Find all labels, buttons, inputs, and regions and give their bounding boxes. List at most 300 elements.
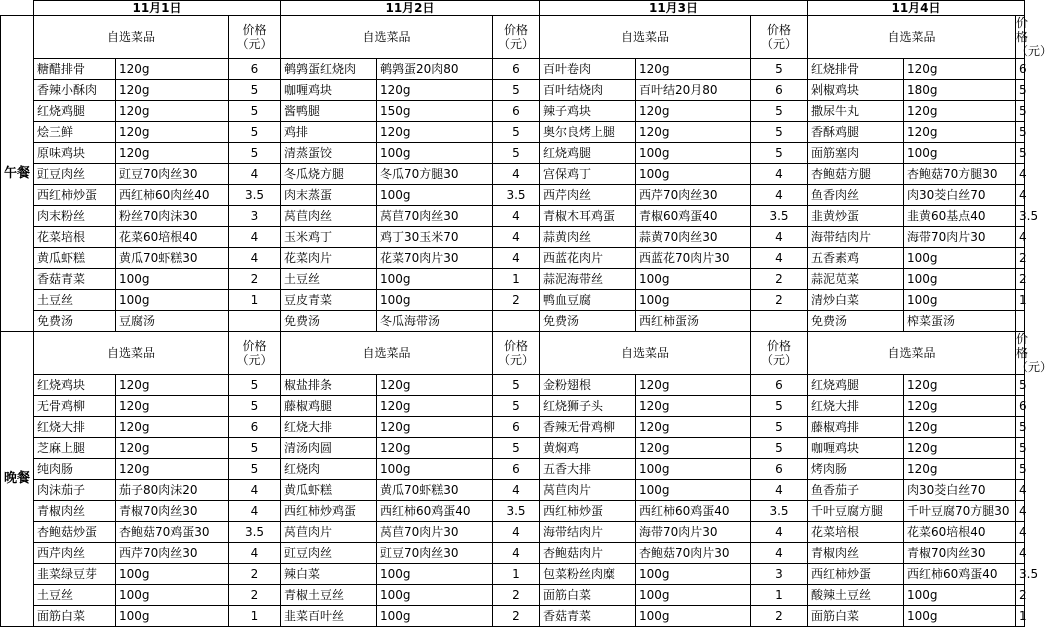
dish-price: 2	[229, 585, 281, 606]
dish-name: 蒜泥海带丝	[540, 269, 636, 290]
dish-portion: 100g	[904, 585, 1016, 606]
dish-price: 5	[751, 438, 808, 459]
soup-row	[1, 311, 1025, 332]
date-header: 11月2日	[281, 1, 540, 16]
price-header	[1016, 16, 1052, 59]
column-header-row	[1, 332, 1025, 375]
dish-price: 3.5	[229, 185, 281, 206]
dish-portion: 韭黄60基点40	[904, 206, 1016, 227]
dish-name: 面筋白菜	[34, 606, 116, 627]
dish-price: 2	[1016, 269, 1025, 290]
dish-name: 西蓝花肉片	[540, 248, 636, 269]
dish-name: 杏鲍菇炒蛋	[34, 522, 116, 543]
dish-price: 5	[229, 396, 281, 417]
dish-portion: 莴苣70肉丝30	[377, 206, 493, 227]
dish-name: 肉末粉丝	[34, 206, 116, 227]
dish-price: 5	[493, 396, 540, 417]
dish-row	[1, 290, 1025, 311]
dish-name: 五香素鸡	[808, 248, 904, 269]
dish-name: 包菜粉丝肉糜	[540, 564, 636, 585]
dish-row	[1, 269, 1025, 290]
dish-portion: 120g	[377, 375, 493, 396]
dish-price: 4	[1016, 501, 1025, 522]
dish-header: 自选菜品	[281, 16, 493, 59]
dish-name: 红烧大排	[808, 396, 904, 417]
dish-name: 西红柿炒蛋	[34, 185, 116, 206]
dish-price: 5	[1016, 143, 1025, 164]
dish-portion: 120g	[116, 59, 229, 80]
price-header-unit: （元）	[760, 37, 797, 51]
dish-price: 5	[751, 143, 808, 164]
dish-name: 烤肉肠	[808, 459, 904, 480]
dish-portion: 西芹70肉丝30	[636, 185, 751, 206]
dish-portion: 120g	[377, 122, 493, 143]
dish-name: 撒尿牛丸	[808, 101, 904, 122]
dish-price: 6	[493, 417, 540, 438]
dish-portion: 150g	[377, 101, 493, 122]
dish-header: 自选菜品	[808, 332, 1016, 375]
price-header-label: 价格	[242, 339, 267, 353]
soup-price	[493, 311, 540, 332]
dish-name: 咖喱鸡块	[808, 438, 904, 459]
dish-price: 5	[1016, 101, 1025, 122]
soup-price	[1016, 311, 1025, 332]
dish-name: 莴苣肉片	[540, 480, 636, 501]
dish-portion: 100g	[636, 459, 751, 480]
dish-portion: 120g	[377, 438, 493, 459]
dish-portion: 120g	[116, 459, 229, 480]
dish-portion: 粉丝70肉沫30	[116, 206, 229, 227]
dish-name: 红烧鸡腿	[34, 101, 116, 122]
dish-name: 芝麻上腿	[34, 438, 116, 459]
dish-name: 面筋白菜	[540, 585, 636, 606]
dish-row	[1, 206, 1025, 227]
dish-name: 西红柿炒鸡蛋	[281, 501, 377, 522]
dish-price: 2	[751, 269, 808, 290]
dish-price: 6	[751, 80, 808, 101]
dish-row	[1, 438, 1025, 459]
dish-price: 4	[229, 227, 281, 248]
dish-name: 藤椒鸡排	[808, 417, 904, 438]
dish-portion: 豇豆70肉丝30	[377, 543, 493, 564]
dish-row	[1, 501, 1025, 522]
dish-name: 青椒木耳鸡蛋	[540, 206, 636, 227]
dish-name: 花菜培根	[808, 522, 904, 543]
dish-portion: 120g	[377, 80, 493, 101]
dish-portion: 100g	[636, 164, 751, 185]
dish-name: 青椒肉丝	[34, 501, 116, 522]
dish-portion: 100g	[636, 564, 751, 585]
dish-row	[1, 375, 1025, 396]
dish-portion: 100g	[116, 606, 229, 627]
dish-name: 冬瓜烧方腿	[281, 164, 377, 185]
dish-portion: 100g	[377, 290, 493, 311]
dish-price: 5	[229, 143, 281, 164]
dish-price: 5	[1016, 122, 1025, 143]
dish-header: 自选菜品	[540, 332, 751, 375]
dish-portion: 100g	[377, 269, 493, 290]
price-header	[229, 16, 281, 59]
dish-price: 6	[493, 101, 540, 122]
dish-price: 5	[751, 417, 808, 438]
dish-name: 宫保鸡丁	[540, 164, 636, 185]
dish-row	[1, 606, 1025, 627]
dish-name: 奥尔良烤上腿	[540, 122, 636, 143]
dish-price: 3	[229, 206, 281, 227]
dish-name: 花菜培根	[34, 227, 116, 248]
dish-price: 4	[493, 164, 540, 185]
dish-portion: 西红柿60鸡蛋40	[636, 501, 751, 522]
dish-name: 黄焖鸡	[540, 438, 636, 459]
dish-name: 纯肉肠	[34, 459, 116, 480]
dish-portion: 肉30茭白丝70	[904, 480, 1016, 501]
dish-portion: 120g	[116, 375, 229, 396]
dish-name: 花菜肉片	[281, 248, 377, 269]
dish-price: 1	[229, 290, 281, 311]
dish-name: 红烧鸡腿	[808, 375, 904, 396]
dish-price: 6	[751, 459, 808, 480]
dish-row	[1, 522, 1025, 543]
dish-name: 豇豆肉丝	[34, 164, 116, 185]
dish-price: 4	[1016, 543, 1025, 564]
dish-portion: 杏鲍菇70方腿30	[904, 164, 1016, 185]
dish-portion: 莴苣70肉片30	[377, 522, 493, 543]
dish-portion: 豇豆70肉丝30	[116, 164, 229, 185]
dish-portion: 120g	[636, 375, 751, 396]
dish-name: 辣子鸡块	[540, 101, 636, 122]
dish-portion: 鹌鹑蛋20肉80	[377, 59, 493, 80]
dish-name: 杏鲍菇肉片	[540, 543, 636, 564]
dish-price: 5	[751, 59, 808, 80]
dish-price: 5	[751, 396, 808, 417]
dish-portion: 花菜70肉片30	[377, 248, 493, 269]
dish-portion: 120g	[636, 438, 751, 459]
dish-price: 5	[229, 459, 281, 480]
dish-price: 2	[493, 585, 540, 606]
dish-price: 4	[493, 248, 540, 269]
dish-portion: 茄子80肉沫20	[116, 480, 229, 501]
dish-name: 西芹肉丝	[540, 185, 636, 206]
dish-portion: 100g	[904, 606, 1016, 627]
dish-price: 4	[1016, 227, 1025, 248]
dish-portion: 冬瓜70方腿30	[377, 164, 493, 185]
dish-price: 5	[493, 80, 540, 101]
dish-name: 鱼香茄子	[808, 480, 904, 501]
dish-portion: 西红柿60肉丝40	[116, 185, 229, 206]
price-header-label: 价格	[1016, 332, 1029, 360]
dish-portion: 180g	[904, 80, 1016, 101]
dish-price: 4	[751, 480, 808, 501]
dish-name: 红烧鸡腿	[540, 143, 636, 164]
dish-price: 5	[493, 438, 540, 459]
dish-portion: 蒜黄70肉丝30	[636, 227, 751, 248]
dish-name: 藤椒鸡腿	[281, 396, 377, 417]
dish-name: 面筋白菜	[808, 606, 904, 627]
dish-portion: 100g	[636, 143, 751, 164]
meal-label: 午餐	[1, 16, 34, 332]
dish-header: 自选菜品	[281, 332, 493, 375]
dish-name: 鸭血豆腐	[540, 290, 636, 311]
dish-price: 4	[229, 248, 281, 269]
dish-portion: 120g	[116, 143, 229, 164]
dish-row	[1, 543, 1025, 564]
date-header: 11月3日	[540, 1, 808, 16]
dish-price: 5	[229, 101, 281, 122]
price-header-label: 价格	[766, 23, 791, 37]
dish-price: 3.5	[751, 501, 808, 522]
dish-name: 原味鸡块	[34, 143, 116, 164]
dish-name: 椒盐排条	[281, 375, 377, 396]
dish-name: 百叶结烧肉	[540, 80, 636, 101]
dish-name: 莴苣肉片	[281, 522, 377, 543]
dish-row	[1, 564, 1025, 585]
dish-name: 糖醋排骨	[34, 59, 116, 80]
dish-name: 蒜黄肉丝	[540, 227, 636, 248]
dish-row	[1, 417, 1025, 438]
dish-price: 5	[229, 122, 281, 143]
price-header-label: 价格	[242, 23, 267, 37]
dish-price: 5	[1016, 438, 1025, 459]
dish-name: 青椒肉丝	[808, 543, 904, 564]
dish-name: 红烧大排	[281, 417, 377, 438]
dish-price: 3.5	[493, 185, 540, 206]
dish-name: 韭菜绿豆芽	[34, 564, 116, 585]
dish-price: 6	[751, 375, 808, 396]
dish-name: 杏鲍菇方腿	[808, 164, 904, 185]
dish-portion: 杏鲍菇70肉片30	[636, 543, 751, 564]
dish-portion: 120g	[904, 101, 1016, 122]
soup-name: 豆腐汤	[116, 311, 229, 332]
dish-portion: 120g	[116, 101, 229, 122]
dish-row	[1, 59, 1025, 80]
dish-name: 清炒白菜	[808, 290, 904, 311]
dish-price: 4	[229, 480, 281, 501]
dish-name: 清汤肉圆	[281, 438, 377, 459]
column-header-row	[1, 16, 1025, 59]
dish-price: 4	[1016, 480, 1025, 501]
dish-portion: 100g	[636, 480, 751, 501]
dish-name: 无骨鸡柳	[34, 396, 116, 417]
dish-portion: 千叶豆腐70方腿30	[904, 501, 1016, 522]
dish-price: 2	[229, 269, 281, 290]
dish-price: 4	[493, 206, 540, 227]
dish-row	[1, 459, 1025, 480]
dish-price: 1	[229, 606, 281, 627]
dish-price: 3.5	[493, 501, 540, 522]
dish-price: 2	[1016, 248, 1025, 269]
dish-portion: 100g	[636, 606, 751, 627]
dish-name: 豇豆肉丝	[281, 543, 377, 564]
dish-portion: 100g	[377, 143, 493, 164]
price-header-unit: （元）	[497, 353, 534, 367]
dish-row	[1, 185, 1025, 206]
dish-portion: 100g	[116, 290, 229, 311]
dish-name: 酱鸭腿	[281, 101, 377, 122]
dish-row	[1, 585, 1025, 606]
price-header	[751, 16, 808, 59]
dish-portion: 100g	[636, 269, 751, 290]
dish-name: 咖喱鸡块	[281, 80, 377, 101]
dish-price: 4	[229, 501, 281, 522]
dish-name: 清蒸蛋饺	[281, 143, 377, 164]
date-header: 11月1日	[34, 1, 281, 16]
dish-price: 3.5	[1016, 206, 1025, 227]
dish-price: 4	[1016, 164, 1025, 185]
dish-price: 4	[229, 164, 281, 185]
dish-portion: 杏鲍菇70鸡蛋30	[116, 522, 229, 543]
dish-price: 5	[493, 143, 540, 164]
dish-name: 香辣无骨鸡柳	[540, 417, 636, 438]
soup-name: 榨菜蛋汤	[904, 311, 1016, 332]
dish-portion: 100g	[377, 459, 493, 480]
soup-label: 免费汤	[540, 311, 636, 332]
dish-name: 红烧肉	[281, 459, 377, 480]
dish-name: 蒜泥苋菜	[808, 269, 904, 290]
dish-name: 莴苣肉丝	[281, 206, 377, 227]
dish-name: 韭菜百叶丝	[281, 606, 377, 627]
dish-name: 土豆丝	[281, 269, 377, 290]
dish-price: 2	[493, 290, 540, 311]
dish-name: 五香大排	[540, 459, 636, 480]
dish-portion: 120g	[116, 122, 229, 143]
price-header-unit: （元）	[236, 353, 273, 367]
soup-name: 西红柿蛋汤	[636, 311, 751, 332]
dish-name: 香菇青菜	[540, 606, 636, 627]
dish-portion: 120g	[636, 396, 751, 417]
dish-portion: 100g	[377, 606, 493, 627]
dish-name: 鸡排	[281, 122, 377, 143]
dish-name: 剁椒鸡块	[808, 80, 904, 101]
price-header-label: 价格	[1016, 16, 1029, 44]
dish-price: 3.5	[229, 522, 281, 543]
dish-name: 土豆丝	[34, 585, 116, 606]
dish-price: 4	[1016, 522, 1025, 543]
dish-portion: 120g	[636, 101, 751, 122]
price-header	[1016, 332, 1052, 375]
dish-portion: 120g	[636, 59, 751, 80]
dish-price: 4	[1016, 185, 1025, 206]
dish-price: 2	[1016, 585, 1025, 606]
dish-portion: 花菜60培根40	[116, 227, 229, 248]
dish-price: 3	[751, 564, 808, 585]
dish-price: 4	[751, 185, 808, 206]
dish-price: 6	[493, 459, 540, 480]
dish-name: 酸辣土豆丝	[808, 585, 904, 606]
dish-price: 2	[751, 290, 808, 311]
soup-price	[229, 311, 281, 332]
dish-price: 5	[1016, 80, 1025, 101]
dish-name: 肉沫茄子	[34, 480, 116, 501]
dish-row	[1, 80, 1025, 101]
dish-row	[1, 396, 1025, 417]
corner-cell	[1, 1, 34, 16]
price-header	[493, 332, 540, 375]
price-header	[751, 332, 808, 375]
dish-name: 红烧大排	[34, 417, 116, 438]
dish-price: 5	[751, 122, 808, 143]
menu-body	[1, 1, 1052, 627]
dish-portion: 100g	[636, 585, 751, 606]
dish-price: 5	[229, 80, 281, 101]
dish-price: 6	[1016, 59, 1025, 80]
dish-price: 5	[1016, 459, 1025, 480]
dish-price: 6	[229, 417, 281, 438]
dish-price: 1	[751, 585, 808, 606]
dish-price: 5	[229, 438, 281, 459]
dish-price: 6	[1016, 396, 1025, 417]
dish-row	[1, 143, 1025, 164]
dish-name: 红烧排骨	[808, 59, 904, 80]
dish-name: 百叶卷肉	[540, 59, 636, 80]
dish-name: 玉米鸡丁	[281, 227, 377, 248]
dish-name: 黄瓜虾糕	[34, 248, 116, 269]
dish-portion: 西蓝花70肉片30	[636, 248, 751, 269]
soup-price	[751, 311, 808, 332]
dish-price: 1	[493, 564, 540, 585]
dish-row	[1, 480, 1025, 501]
dish-price: 5	[1016, 417, 1025, 438]
dish-portion: 120g	[116, 417, 229, 438]
price-header-unit: （元）	[497, 37, 534, 51]
price-header-unit: （元）	[760, 353, 797, 367]
dish-name: 鱼香肉丝	[808, 185, 904, 206]
dish-header: 自选菜品	[540, 16, 751, 59]
dish-price: 4	[493, 522, 540, 543]
dish-price: 4	[751, 164, 808, 185]
dish-portion: 120g	[904, 417, 1016, 438]
dish-row	[1, 122, 1025, 143]
price-header-unit: （元）	[236, 37, 273, 51]
price-header-label: 价格	[503, 339, 528, 353]
dish-portion: 120g	[904, 375, 1016, 396]
dish-name: 香辣小酥肉	[34, 80, 116, 101]
dish-portion: 120g	[904, 438, 1016, 459]
dish-price: 5	[1016, 375, 1025, 396]
dish-price: 1	[1016, 606, 1025, 627]
dish-price: 1	[493, 269, 540, 290]
meal-label: 晚餐	[1, 332, 34, 627]
dish-price: 4	[493, 480, 540, 501]
price-header	[229, 332, 281, 375]
dish-price: 5	[751, 101, 808, 122]
dish-portion: 120g	[904, 122, 1016, 143]
dish-name: 土豆丝	[34, 290, 116, 311]
soup-label: 免费汤	[808, 311, 904, 332]
dish-name: 西芹肉丝	[34, 543, 116, 564]
dish-price: 4	[493, 227, 540, 248]
dish-price: 2	[229, 564, 281, 585]
dish-portion: 100g	[377, 185, 493, 206]
dish-name: 香酥鸡腿	[808, 122, 904, 143]
dish-portion: 120g	[636, 417, 751, 438]
dish-price: 5	[493, 122, 540, 143]
dish-portion: 100g	[377, 585, 493, 606]
dish-portion: 100g	[116, 585, 229, 606]
dish-price: 4	[751, 227, 808, 248]
dish-portion: 120g	[377, 417, 493, 438]
price-header-unit: （元）	[1016, 44, 1052, 58]
dish-name: 金粉翅根	[540, 375, 636, 396]
dish-name: 青椒土豆丝	[281, 585, 377, 606]
dish-name: 豆皮青菜	[281, 290, 377, 311]
dish-name: 海带结肉片	[540, 522, 636, 543]
dish-portion: 120g	[904, 59, 1016, 80]
date-header-row	[1, 1, 1025, 16]
dish-portion: 100g	[904, 248, 1016, 269]
dish-portion: 100g	[116, 269, 229, 290]
dish-name: 辣白菜	[281, 564, 377, 585]
dish-portion: 黄瓜70虾糕30	[116, 248, 229, 269]
